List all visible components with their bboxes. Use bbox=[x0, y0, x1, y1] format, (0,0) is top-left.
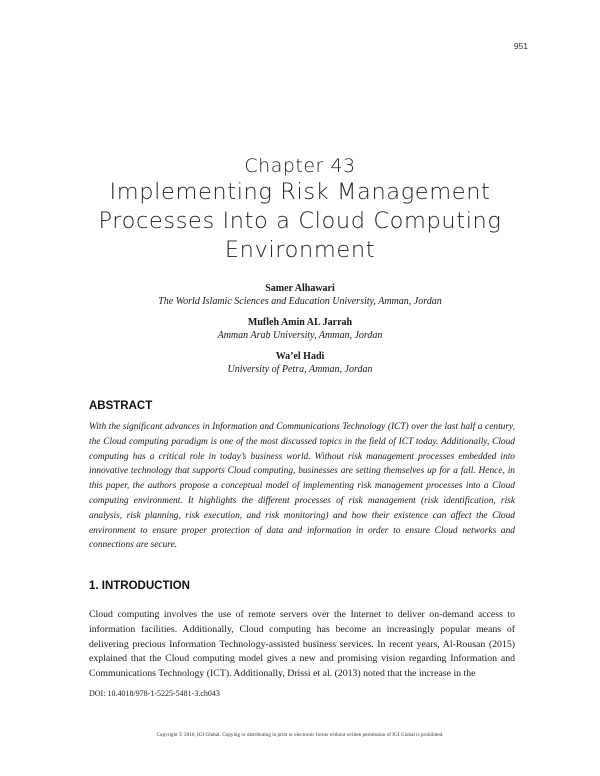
author-affiliation: The World Islamic Sciences and Education University, Amman, Jordan bbox=[158, 295, 442, 307]
author-name: Samer Alhawari bbox=[265, 283, 335, 294]
author-list bbox=[0, 283, 600, 385]
chapter-title: Implementing Risk Management Processes Into a Cloud Computing Environment bbox=[98, 179, 502, 263]
introduction-text: Cloud computing involves the use of remote servers over the Internet to deliver on-demand access to information facilities. Additionally, Cloud computing has become an increasingly popular means of delivering precious Information Technology-assisted business services. In recent years, Al-Rousan (2015) explained that the Cloud computing model gives a new and promising vision regarding Information and Communications Technology (ICT). Additionally, Drissi et al. (2013) noted that the increase in the bbox=[89, 609, 515, 680]
doi: DOI: 10.4018/978-1-5225-5481-3.ch043 bbox=[89, 689, 220, 698]
abstract-text: With the significant advances in Information and Communications Technology (ICT) over the last half a century, the Cloud computing paradigm is one of the most discussed topics in the field of ICT today. Additionally, Cloud computing has a critical role in today’s business world. Without risk management processes embedded into innovative technology that supports Cloud computing, businesses are setting themselves up for a fall. Hence, in this paper, the authors propose a conceptual model of implementing risk management processes into a Cloud computing environment. It highlights the different processes of risk management (risk identification, risk analysis, risk planning, risk execution, and risk monitoring) and how their existence can affect the Cloud environment to ensure proper protection of data and information in order to ensure Cloud networks and connections are secure. bbox=[89, 422, 515, 551]
author-name: Mufleh Amin AL Jarrah bbox=[247, 317, 353, 328]
author-block bbox=[0, 283, 600, 308]
chapter-label: Chapter 43 bbox=[244, 155, 356, 177]
author-name: Wa’el Hadi bbox=[275, 351, 325, 362]
abstract-heading: ABSTRACT bbox=[89, 400, 153, 412]
introduction-heading: 1. INTRODUCTION bbox=[89, 580, 190, 592]
author-block bbox=[0, 317, 600, 342]
author-affiliation: Amman Arab University, Amman, Jordan bbox=[217, 329, 383, 341]
page-number: 951 bbox=[513, 41, 528, 51]
author-affiliation: University of Petra, Amman, Jordan bbox=[227, 363, 373, 375]
copyright-notice: Copyright © 2018, IGI Global. Copying or distributing in print or electronic forms without written permission of IGI Global is prohibited. bbox=[156, 732, 444, 738]
author-block bbox=[0, 351, 600, 376]
